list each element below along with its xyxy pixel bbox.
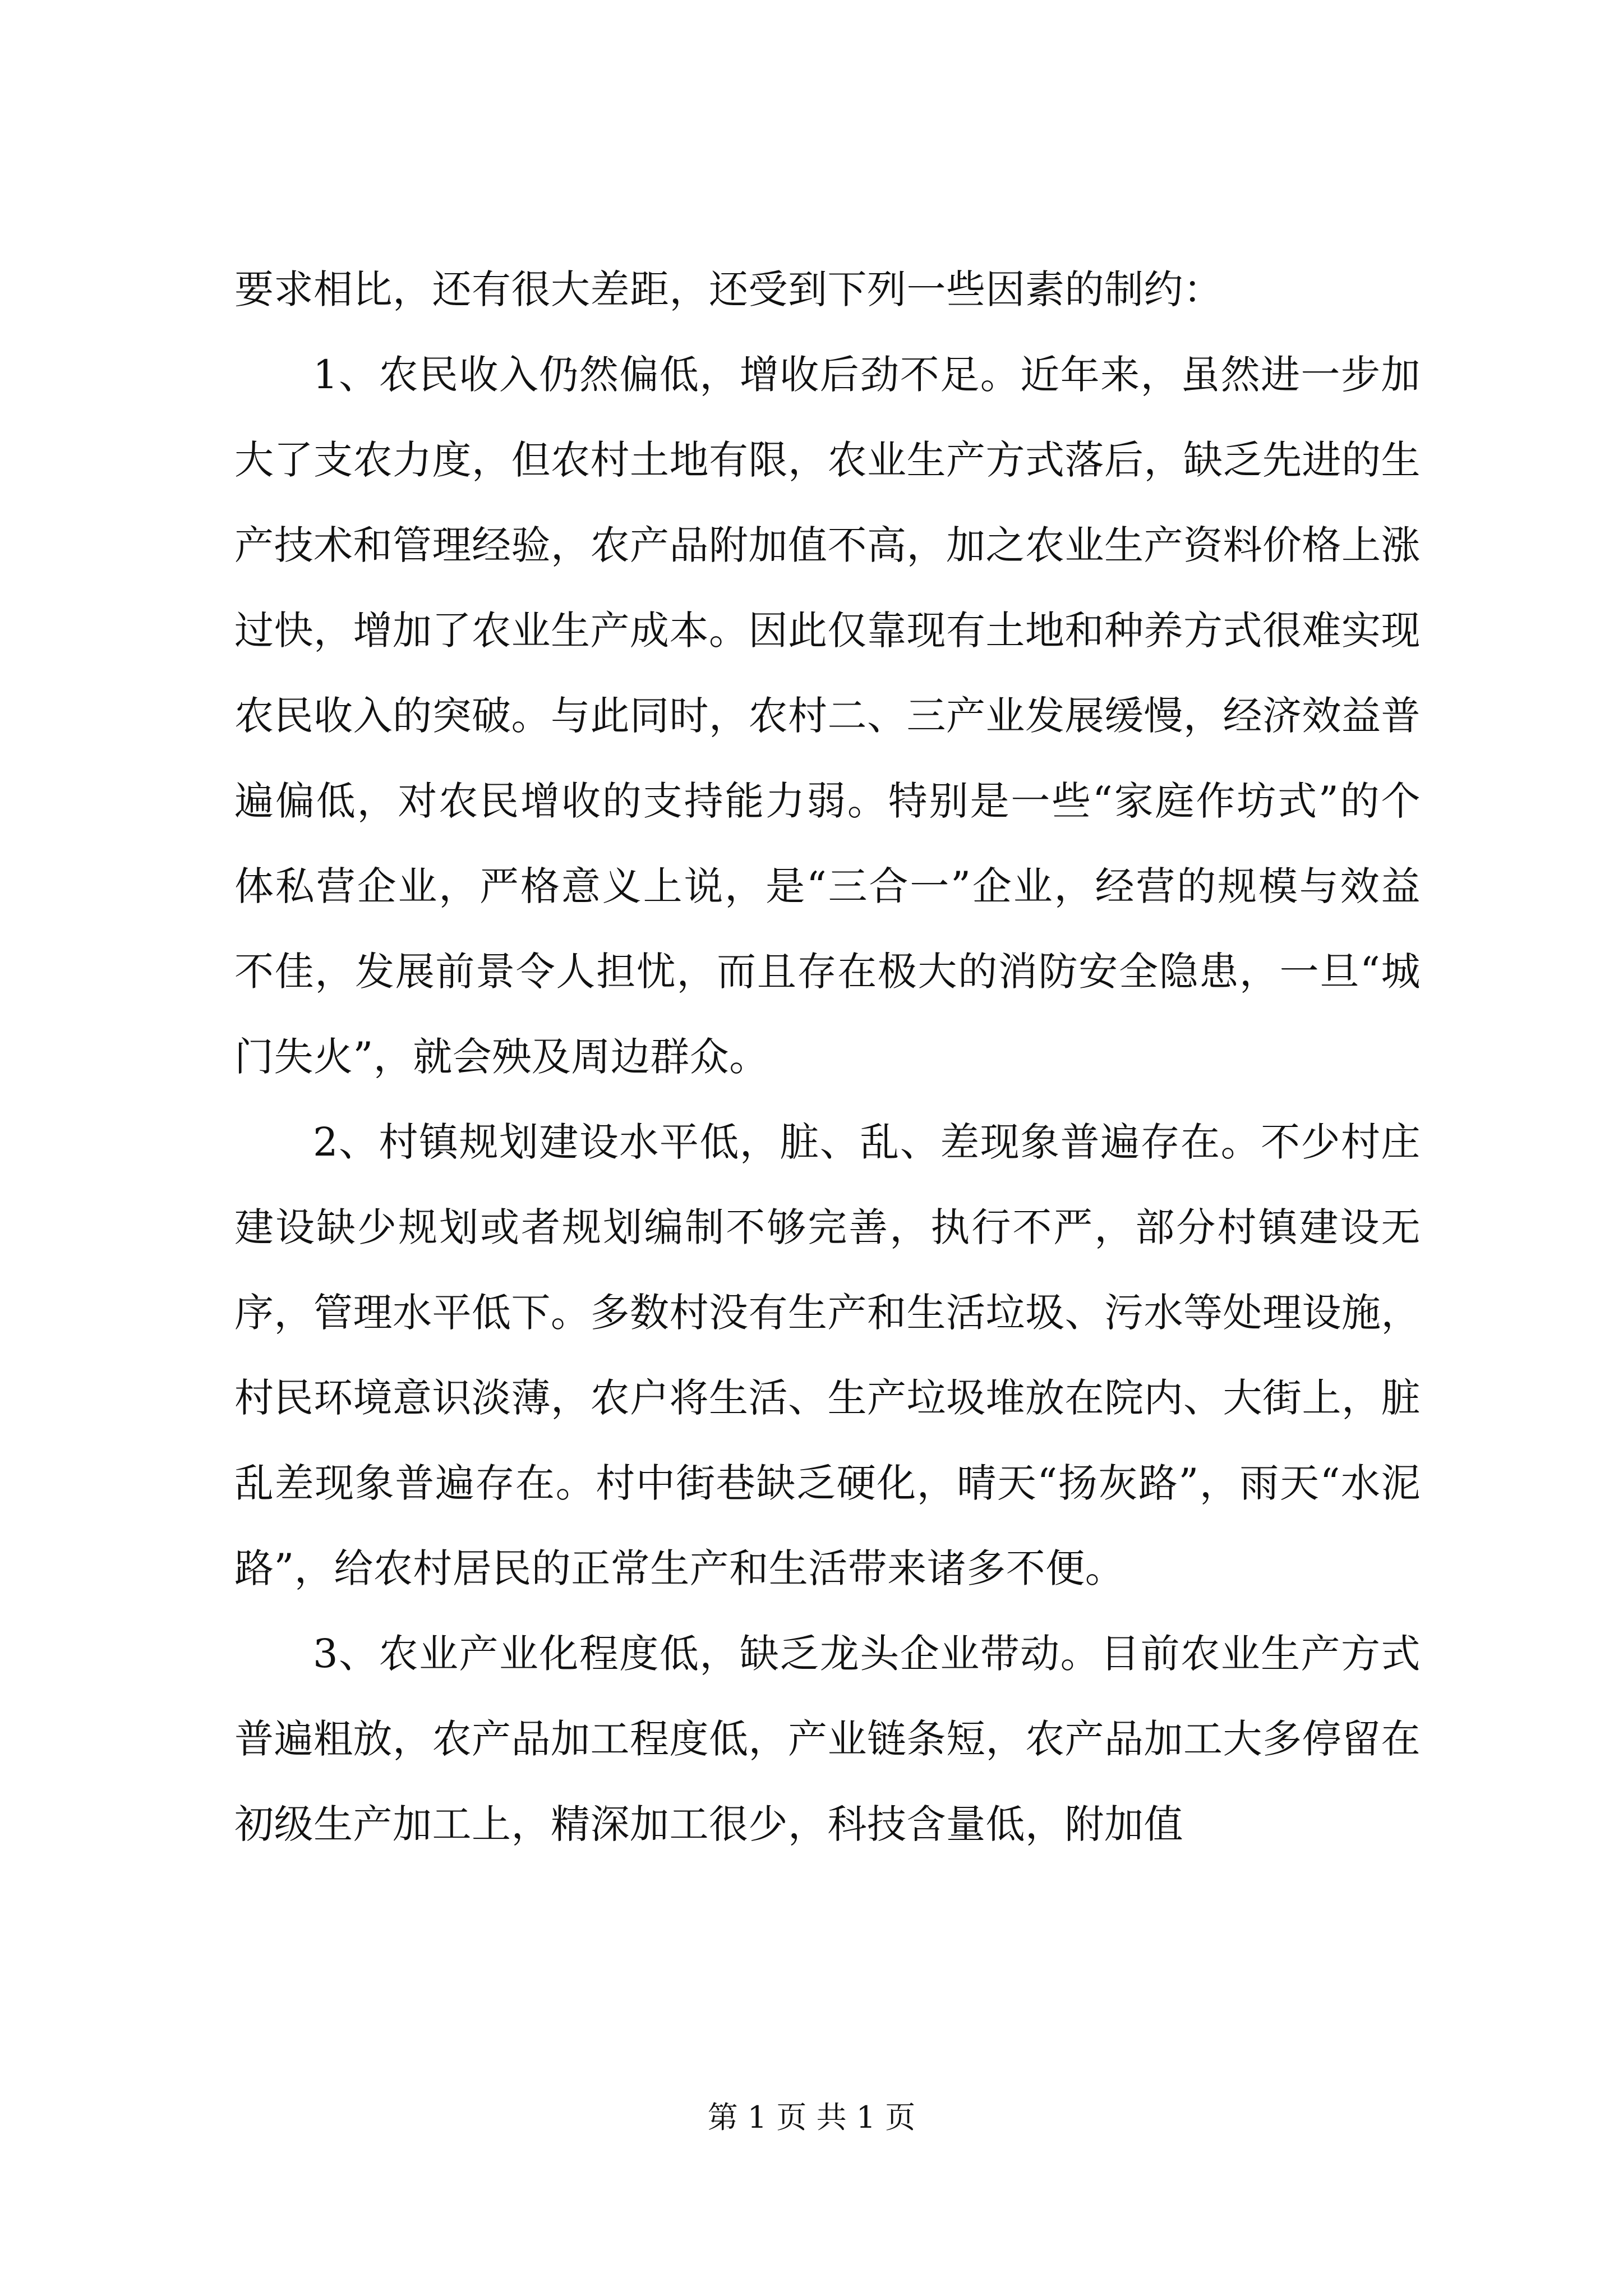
paragraph-continuation: 要求相比，还有很大差距，还受到下列一些因素的制约： (234, 266, 1223, 312)
paragraph-farmer-income: 1、农民收入仍然偏低，增收后劲不足。近年来，虽然进一步加大了支农力度，但农村土地有限，农业生产方式落后，缺乏先进的生产技术和管理经验，农产品附加值不高，加之农业生产资料价格上涨过快，增加了农业生产成本。因此仅靠现有土地和种养方式很难实现农民收入的突破。与此同时，农村二、三产业发展缓慢，经济效益普遍偏低，对农民增收的支持能力弱。特别是一些“家庭作坊式”的个体私营企业，严格意义上说，是“三合一”企业，经营的规模与效益不佳，发展前景令人担忧，而且存在极大的消防安全隐患，一旦“城门失火”，就会殃及周边群众。 (234, 352, 1421, 1080)
page-number-footer: 第 1 页 共 1 页 (707, 2100, 916, 2135)
paragraph-agri-industrialization: 3、农业产业化程度低，缺乏龙头企业带动。目前农业生产方式普遍粗放，农产品加工程度低，产业链条短，农产品加工大多停留在初级生产加工上，精深加工很少，科技含量低，附加值 (234, 1631, 1421, 1847)
paragraph-village-planning: 2、村镇规划建设水平低，脏、乱、差现象普遍存在。不少村庄建设缺少规划或者规划编制不够完善，执行不严，部分村镇建设无序，管理水平低下。多数村没有生产和生活垃圾、污水等处理设施，村民环境意识淡薄，农户将生活、生产垃圾堆放在院内、大街上，脏乱差现象普遍存在。村中街巷缺乏硬化，晴天“扬灰路”，雨天“水泥路”，给农村居民的正常生产和生活带来诸多不便。 (234, 1119, 1421, 1591)
document-body (234, 247, 1421, 1867)
